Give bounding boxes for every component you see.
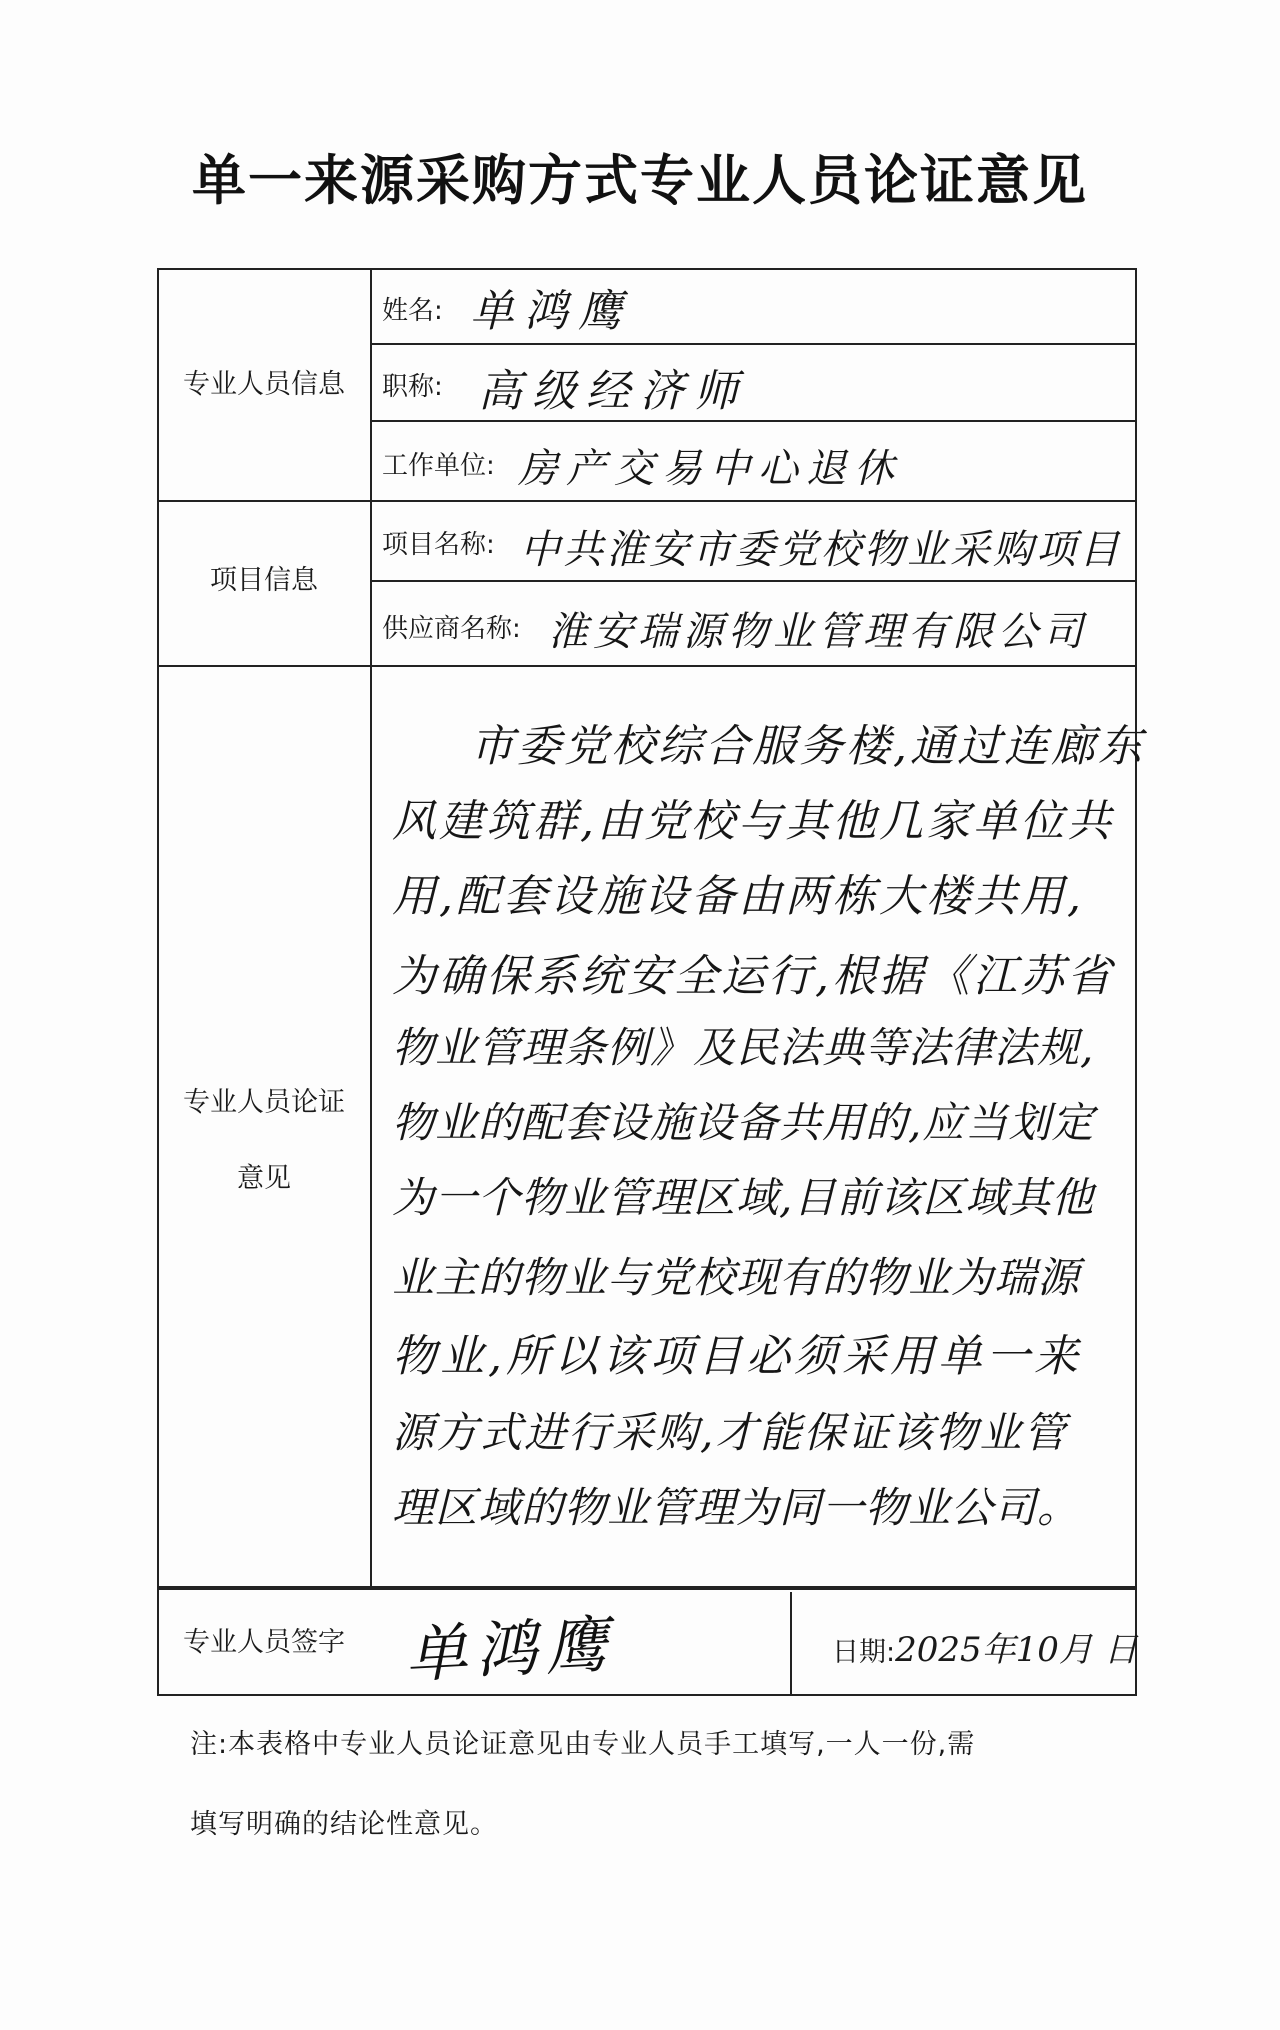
- document-title: 单一来源采购方式专业人员论证意见: [192, 149, 1088, 212]
- opinion-line: 物业管理条例》及民法典等法律法规,: [392, 1023, 1095, 1072]
- section-line: [157, 665, 1137, 667]
- opinion-line: 为确保系统安全运行,根据《江苏省: [392, 951, 1114, 1002]
- opinion-line: 用,配套设施设备由两栋大楼共用,: [392, 871, 1084, 922]
- section-label-opinion: 专业人员论证意见: [183, 1087, 345, 1194]
- project-name-value: 中共淮安市委党校物业采购项目: [520, 527, 1122, 573]
- title-label: 职称:: [382, 372, 443, 402]
- opinion-line: 市委党校综合服务楼,通过连廊东: [470, 721, 1145, 772]
- signature-bottom-border: [157, 1694, 1137, 1696]
- section-line: [157, 500, 1137, 502]
- section-label-staff-info: 专业人员信息: [183, 369, 345, 400]
- section-line: [157, 1588, 1137, 1590]
- column-divider: [370, 268, 372, 1588]
- supplier-label: 供应商名称:: [382, 614, 521, 644]
- name-value: 单鸿鹰: [470, 286, 632, 337]
- row-line: [370, 343, 1137, 345]
- date-value: 2025年10月 日: [895, 1630, 1138, 1670]
- date-field: [832, 1622, 1138, 1671]
- note-line-1: 注:本表格中专业人员论证意见由专业人员手工填写,一人一份,需: [190, 1729, 976, 1760]
- opinion-line: 源方式进行采购,才能保证该物业管: [392, 1408, 1068, 1457]
- opinion-line: 业主的物业与党校现有的物业为瑞源: [392, 1253, 1081, 1302]
- opinion-line: 物业的配套设施设备共用的,应当划定: [392, 1098, 1095, 1147]
- supplier-value: 淮安瑞源物业管理有限公司: [548, 609, 1088, 655]
- opinion-line: 理区域的物业管理为同一物业公司。: [392, 1483, 1081, 1532]
- title-value: 高级经济师: [478, 366, 748, 417]
- name-label: 姓名:: [382, 296, 443, 326]
- handwritten-signature: 单鸿鹰: [403, 1607, 618, 1692]
- work-unit-label: 工作单位:: [382, 451, 495, 481]
- opinion-line: 风建筑群,由党校与其他几家单位共: [392, 796, 1114, 847]
- signature-divider: [790, 1592, 792, 1696]
- row-line: [370, 420, 1137, 422]
- section-label-signature: 专业人员签字: [183, 1627, 345, 1658]
- work-unit-value: 房产交易中心退休: [518, 446, 902, 492]
- signature-left-border: [157, 1588, 159, 1696]
- opinion-line: 为一个物业管理区域,目前该区域其他: [392, 1173, 1095, 1222]
- section-label-project-info: 项目信息: [210, 565, 318, 596]
- row-line: [370, 580, 1137, 582]
- note-line-2: 填写明确的结论性意见。: [190, 1809, 498, 1840]
- opinion-line: 物业,所以该项目必须采用单一来: [392, 1331, 1082, 1382]
- date-label: 日期:: [832, 1637, 896, 1668]
- project-name-label: 项目名称:: [382, 530, 495, 560]
